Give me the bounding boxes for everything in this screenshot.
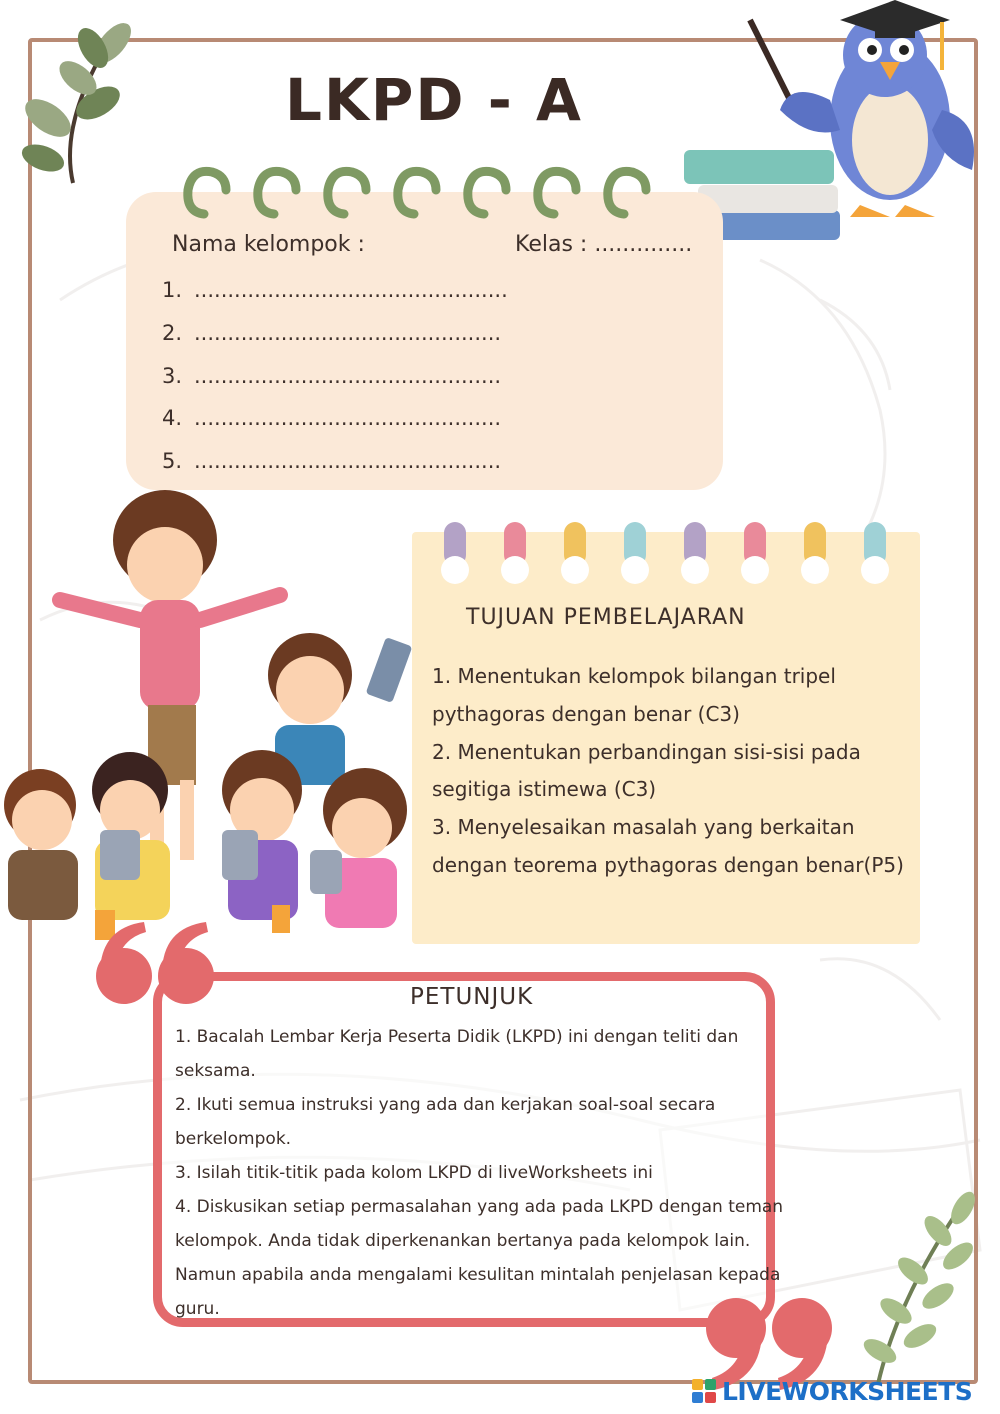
goal-item: 1. Menentukan kelompok bilangan tripel pythagoras dengan benar (C3) (432, 664, 836, 726)
open-quote-icon (92, 918, 222, 1008)
goals-list (432, 658, 910, 885)
member-number: 5. (162, 449, 183, 473)
group-name-label: Nama kelompok : (172, 232, 365, 257)
brand-name: LIVEWORKSHEETS (722, 1376, 973, 1406)
member-number: 3. (162, 364, 183, 388)
liveworksheets-brand[interactable] (692, 1374, 992, 1408)
member-name-field[interactable]: .............................................. (194, 321, 502, 345)
spiral-rings (182, 164, 652, 224)
instructions-list (175, 1020, 795, 1326)
instruction-item: 1. Bacalah Lembar Kerja Peserta Didik (LKPD) ini dengan teliti dan seksama. (175, 1027, 739, 1081)
member-number: 2. (162, 321, 183, 345)
member-row-5[interactable] (162, 449, 501, 473)
instruction-item: 4. Diskusikan setiap permasalahan yang ada pada LKPD dengan teman kelompok. Anda tidak diperkenankan bertanya pada kelompok lain. Namun apabila anda mengalami kesulitan mintalah penjelasan kepada guru. (175, 1197, 784, 1319)
leaf-branch-icon (18, 18, 138, 188)
member-name-field[interactable]: .............................................. (194, 449, 502, 473)
page-title: LKPD - A (285, 66, 583, 134)
notebook-pins (440, 520, 900, 586)
goals-title: TUJUAN PEMBELAJARAN (466, 605, 746, 630)
member-name-field[interactable]: ............................................... (194, 278, 508, 302)
goal-item: 2. Menentukan perbandingan sisi-sisi pada segitiga istimewa (C3) (432, 739, 861, 802)
member-row-4[interactable] (162, 406, 501, 430)
liveworksheets-logo-icon (692, 1379, 716, 1403)
leaf-branch-icon (858, 1186, 983, 1386)
member-row-3[interactable] (162, 364, 501, 388)
teacher-students-illustration (0, 490, 420, 960)
instruction-item: 2. Ikuti semua instruksi yang ada dan kerjakan soal-soal secara berkelompok. (175, 1095, 716, 1149)
member-name-field[interactable]: .............................................. (194, 406, 502, 430)
class-field[interactable]: Kelas : .............. (515, 232, 693, 257)
member-row-1[interactable] (162, 278, 508, 302)
member-number: 4. (162, 406, 183, 430)
member-number: 1. (162, 278, 183, 302)
goal-item: 3. Menyelesaikan masalah yang berkaitan dengan teorema pythagoras dengan benar(P5) (432, 815, 904, 877)
instruction-item: 3. Isilah titik-titik pada kolom LKPD di liveWorksheets ini (175, 1163, 653, 1183)
instructions-title: PETUNJUK (410, 984, 534, 1010)
owl-teacher-illustration (680, 0, 980, 265)
member-row-2[interactable] (162, 321, 501, 345)
member-name-field[interactable]: .............................................. (194, 364, 502, 388)
